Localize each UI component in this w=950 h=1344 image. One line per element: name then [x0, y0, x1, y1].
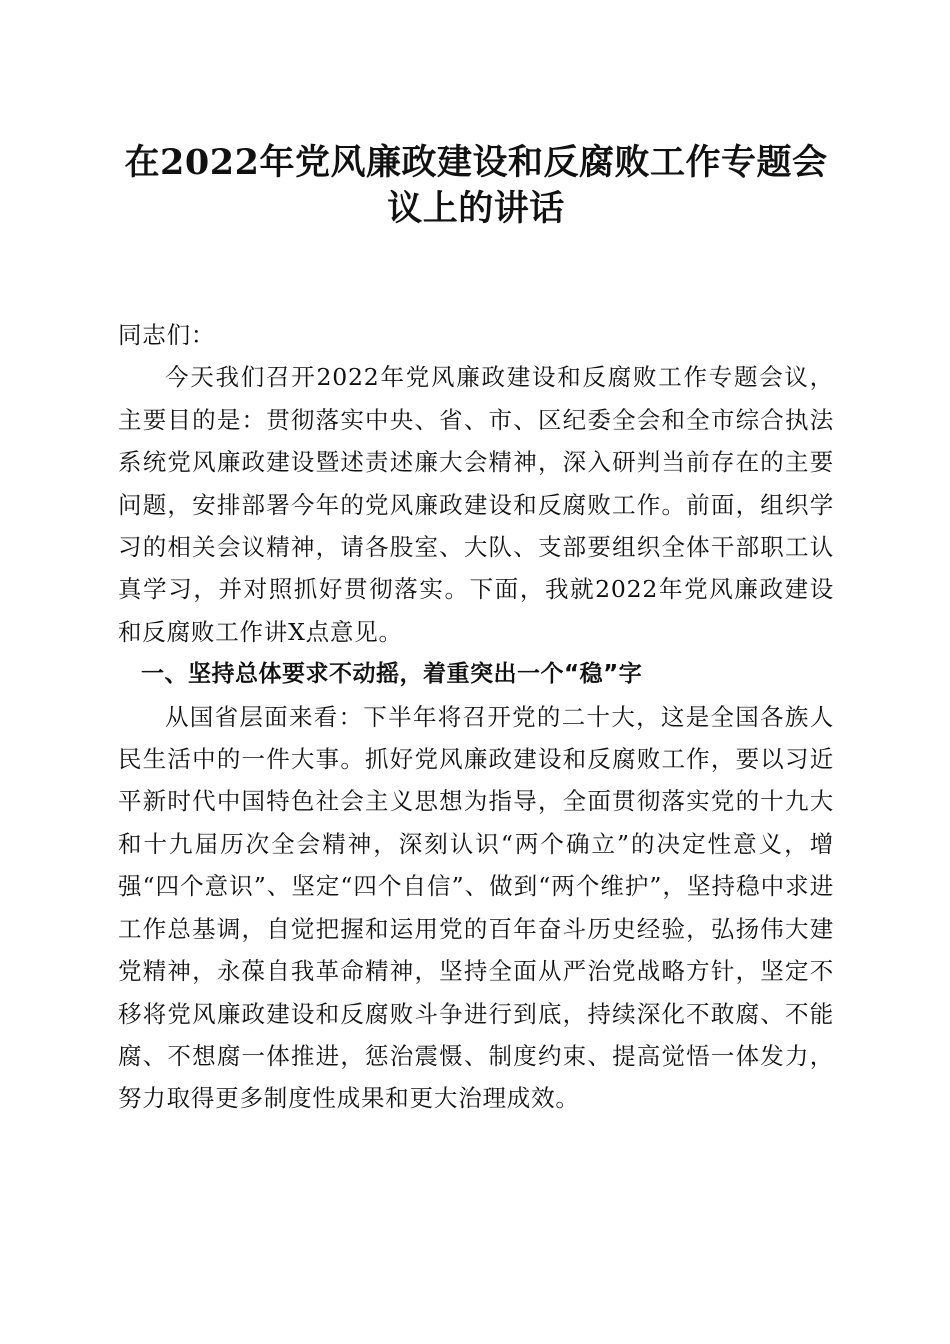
title-line-1: 在2022年党风廉政建设和反腐败工作专题会 — [124, 142, 828, 183]
section-heading-1: 一、坚持总体要求不动摇，着重突出一个“稳”字 — [141, 661, 643, 688]
document-title — [118, 140, 834, 232]
paragraph-opening: 今天我们召开2022年党风廉政建设和反腐败工作专题会议，主要目的是：贯彻落实中央、省、市、区纪委全会和全市综合执法系统党风廉政建设暨述责述廉大会精神，深入研判当前存在的主要问题，安排部署今年的党风廉政建设和反腐败工作。前面，组织学习的相关会议精神，请各股室、大队、支部要组织全体干部职工认真学习，并对照抓好贯彻落实。下面，我就2022年党风廉政建设和反腐败工作讲X点意见。 — [118, 363, 834, 646]
paragraph-section-1: 从国省层面来看：下半年将召开党的二十大，这是全国各族人民生活中的一件大事。抓好党风廉政建设和反腐败工作，要以习近平新时代中国特色社会主义思想为指导，全面贯彻落实党的十九大和十九届历次全会精神，深刻认识“两个确立”的决定性意义，增强“四个意识”、坚定“四个自信”、做到“两个维护”，坚持稳中求进工作总基调，自觉把握和运用党的百年奋斗历史经验，弘扬伟大建党精神，永葆自我革命精神，坚持全面从严治党战略方针，坚定不移将党风廉政建设和反腐败斗争进行到底，持续深化不敢腐、不能腐、不想腐一体推进，惩治震慑、制度约束、提高觉悟一体发力，努力取得更多制度性成果和更大治理成效。 — [118, 702, 834, 1113]
salutation: 同志们： — [118, 321, 216, 349]
title-line-2: 议上的讲话 — [387, 188, 565, 229]
